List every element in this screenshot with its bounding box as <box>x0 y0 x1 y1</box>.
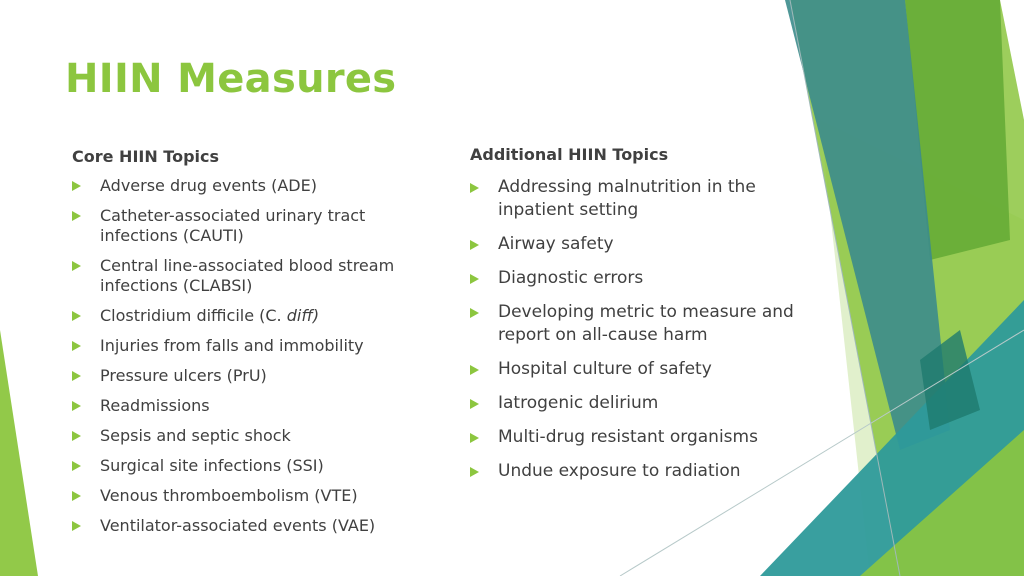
list-item: Diagnostic errors <box>470 267 815 290</box>
list-item: Addressing malnutrition in the inpatient setting <box>470 176 815 222</box>
bullet-arrow-icon <box>470 433 479 443</box>
bullet-arrow-icon <box>72 341 81 351</box>
left-green-sliver <box>0 330 38 576</box>
bullet-arrow-icon <box>72 261 81 271</box>
bullet-arrow-icon <box>72 181 81 191</box>
bullet-arrow-icon <box>470 308 479 318</box>
list-item: Hospital culture of safety <box>470 358 815 381</box>
list-item: Venous thromboembolism (VTE) <box>72 486 412 506</box>
list-item: Surgical site infections (SSI) <box>72 456 412 476</box>
additional-topics-heading: Additional HIIN Topics <box>470 145 669 164</box>
additional-topics-list <box>470 176 815 483</box>
core-topics-list <box>72 176 412 536</box>
list-item: Multi-drug resistant organisms <box>470 426 815 449</box>
list-item: Injuries from falls and immobility <box>72 336 412 356</box>
list-item: Iatrogenic delirium <box>470 392 815 415</box>
list-item: Pressure ulcers (PrU) <box>72 366 412 386</box>
additional-topics-column <box>470 144 815 494</box>
bullet-arrow-icon <box>470 399 479 409</box>
list-item: Readmissions <box>72 396 412 416</box>
bullet-arrow-icon <box>470 467 479 477</box>
list-item: Clostridium difficile (C. diff) <box>72 306 412 326</box>
bullet-arrow-icon <box>72 431 81 441</box>
list-item: Central line-associated blood stream infections (CLABSI) <box>72 256 412 296</box>
bullet-arrow-icon <box>470 240 479 250</box>
list-item: Ventilator-associated events (VAE) <box>72 516 412 536</box>
bullet-arrow-icon <box>72 211 81 221</box>
italic-diff: diff) <box>286 306 320 325</box>
bullet-arrow-icon <box>72 461 81 471</box>
bullet-arrow-icon <box>470 183 479 193</box>
list-item: Sepsis and septic shock <box>72 426 412 446</box>
bullet-arrow-icon <box>72 371 81 381</box>
slide-title: HIIN Measures <box>65 56 397 102</box>
bullet-arrow-icon <box>72 311 81 321</box>
bullet-arrow-icon <box>72 401 81 411</box>
list-item: Catheter-associated urinary tract infections (CAUTI) <box>72 206 412 246</box>
list-item: Airway safety <box>470 233 815 256</box>
list-item: Developing metric to measure and report on all-cause harm <box>470 301 815 347</box>
list-item: Adverse drug events (ADE) <box>72 176 412 196</box>
core-topics-column <box>72 146 412 546</box>
bullet-arrow-icon <box>470 274 479 284</box>
bullet-arrow-icon <box>72 491 81 501</box>
core-topics-heading: Core HIIN Topics <box>72 147 220 166</box>
bullet-arrow-icon <box>72 521 81 531</box>
bullet-arrow-icon <box>470 365 479 375</box>
list-item: Undue exposure to radiation <box>470 460 815 483</box>
